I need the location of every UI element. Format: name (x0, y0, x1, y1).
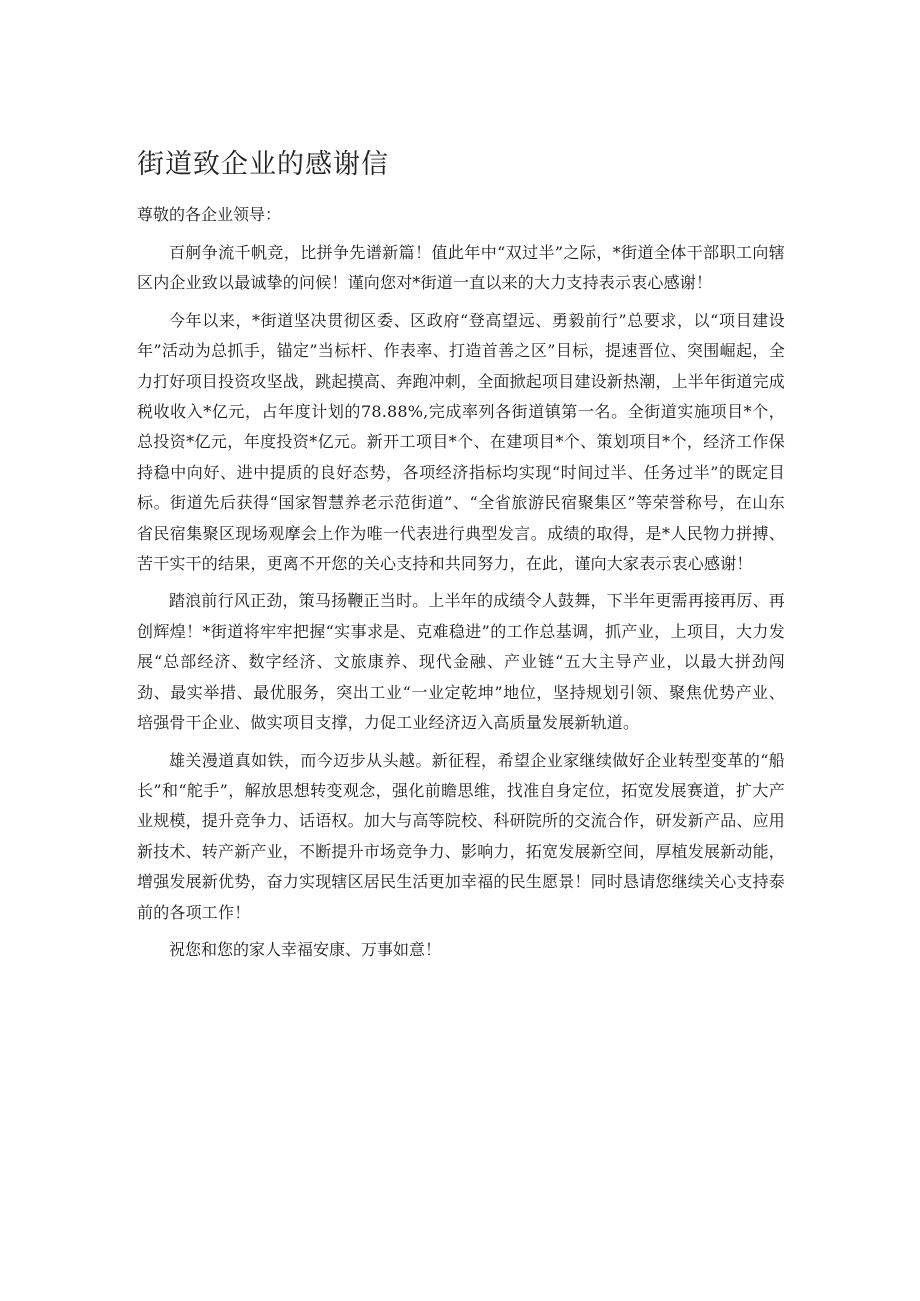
paragraph-plans: 踏浪前行风正劲，策马扬鞭正当时。上半年的成绩令人鼓舞，下半年更需再接再厉、再创辉煌！*街道将牢牢把握“实事求是、克难稳进”的工作总基调，抓产业，上项目，大力发展“总部经济、数字经济、文旅康养、现代金融、产业链“五大主导产业，以最大拼劲闯劲、最实举措、最优服务，突出工业“一业定乾坤”地位，坚持规划引领、聚焦优势产业、培强骨干企业、做实项目支撑，力促工业经济迈入高质量发展新轨道。 (137, 591, 785, 733)
paragraph-greeting: 百舸争流千帆竞，比拼争先谱新篇！值此年中“双过半”之际，*街道全体干部职工向辖区内企业致以最诚挚的问候！谨向您对*街道一直以来的大力支持表示衷心感谢！ (137, 243, 785, 293)
letter-body (137, 200, 785, 965)
closing-wishes: 祝您和您的家人幸福安康、万事如意！ (169, 939, 442, 959)
salutation: 尊敬的各企业领导： (137, 205, 282, 224)
paragraph-achievements: 今年以来，*街道坚决贯彻区委、区政府“登高望远、勇毅前行”总要求，以“项目建设年”活动为总抓手，锚定”当标杆、作表率、打造首善之区”目标，提速晋位、突围崛起，全力打好项目投资攻坚战，跳起摸高、奔跑冲刺，全面掀起项目建设新热潮，上半年街道完成税收收入*亿元，占年度计划的78.88%,完成率列各街道镇第一名。全街道实施项目*个，总投资*亿元，年度投资*亿元。新开工项目*个、在建项目*个、策划项目*个，经济工作保持稳中向好、进中提质的良好态势，各项经济指标均实现“时间过半、任务过半”的既定目标。街道先后获得“国家智慧养老示范街道”、“全省旅游民宿聚集区”等荣誉称号，在山东省民宿集聚区现场观摩会上作为唯一代表进行典型发言。成绩的取得，是*人民物力拼搏、苦干实干的结果，更离不开您的关心支持和共同努力，在此，谨向大家表示衷心感谢！ (137, 310, 786, 574)
paragraph-expectations: 雄关漫道真如铁，而今迈步从头越。新征程，希望企业家继续做好企业转型变革的“船长”和“舵手”，解放思想转变观念，强化前瞻思维，找准自身定位，拓宽发展赛道，扩大产业规模，提升竞争力、话语权。加大与高等院校、科研院所的交流合作，研发新产品、应用新技术、转产新产业，不断提升市场竞争力、影响力，拓宽发展新空间，厚植发展新动能，增强发展新优势，奋力实现辖区居民生活更加幸福的民生愿景！同时恳请您继续关心支持泰前的各项工作！ (137, 750, 786, 922)
document-title: 街道致企业的感谢信 (137, 149, 389, 180)
